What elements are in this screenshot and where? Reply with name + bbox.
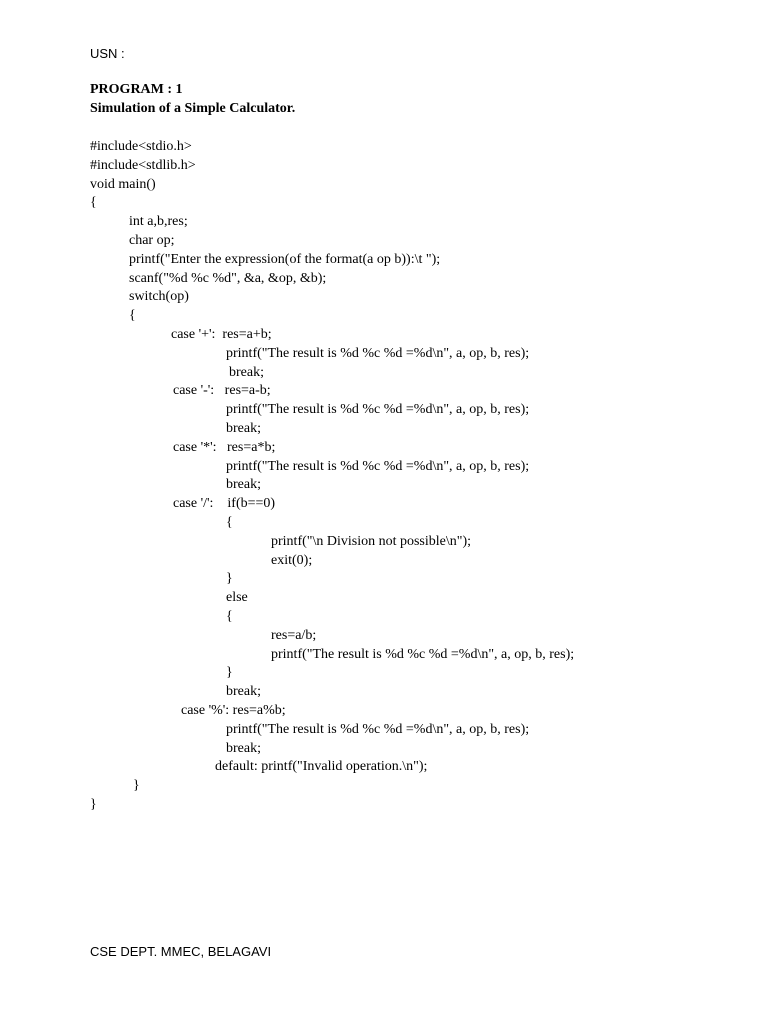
code-line: scanf("%d %c %d", &a, &op, &b); bbox=[129, 271, 327, 286]
code-line: int a,b,res; bbox=[129, 214, 188, 229]
code-line: case '*': res=a*b; bbox=[173, 440, 276, 455]
program-heading: PROGRAM : 1 bbox=[90, 82, 183, 97]
code-line: { bbox=[90, 195, 97, 210]
code-line: break; bbox=[226, 741, 261, 756]
code-line: void main() bbox=[90, 177, 156, 192]
code-line: #include<stdio.h> bbox=[90, 139, 192, 154]
footer-text: CSE DEPT. MMEC, BELAGAVI bbox=[90, 944, 272, 959]
code-line: printf("Enter the expression(of the format(a op b)):\t "); bbox=[129, 252, 441, 267]
code-line: default: printf("Invalid operation.\n"); bbox=[215, 759, 428, 774]
code-line: printf("The result is %d %c %d =%d\n", a, op, b, res); bbox=[226, 346, 530, 361]
code-line: break; bbox=[229, 365, 264, 380]
code-line: case '+': res=a+b; bbox=[171, 327, 272, 342]
code-line: case '-': res=a-b; bbox=[173, 383, 271, 398]
code-line: { bbox=[226, 609, 233, 624]
code-line: printf("The result is %d %c %d =%d\n", a, op, b, res); bbox=[271, 647, 575, 662]
code-line: case '%': res=a%b; bbox=[181, 703, 286, 718]
code-line: printf("The result is %d %c %d =%d\n", a, op, b, res); bbox=[226, 722, 530, 737]
code-line: } bbox=[133, 778, 140, 793]
code-line: { bbox=[226, 515, 233, 530]
usn-label: USN : bbox=[90, 46, 125, 61]
code-line: { bbox=[129, 308, 136, 323]
code-line: printf("The result is %d %c %d =%d\n", a, op, b, res); bbox=[226, 402, 530, 417]
code-line: printf("\n Division not possible\n"); bbox=[271, 534, 472, 549]
code-line: } bbox=[90, 797, 97, 812]
program-subtitle: Simulation of a Simple Calculator. bbox=[90, 101, 296, 116]
code-line: exit(0); bbox=[271, 553, 313, 568]
code-line: else bbox=[226, 590, 248, 605]
code-line: break; bbox=[226, 684, 261, 699]
code-line: switch(op) bbox=[129, 289, 189, 304]
code-line: res=a/b; bbox=[271, 628, 317, 643]
code-line: break; bbox=[226, 421, 261, 436]
code-line: #include<stdlib.h> bbox=[90, 158, 196, 173]
code-line: case '/': if(b==0) bbox=[173, 496, 276, 511]
code-line: char op; bbox=[129, 233, 175, 248]
code-line: break; bbox=[226, 477, 261, 492]
code-line: } bbox=[226, 665, 233, 680]
code-line: } bbox=[226, 571, 233, 586]
code-line: printf("The result is %d %c %d =%d\n", a, op, b, res); bbox=[226, 459, 530, 474]
